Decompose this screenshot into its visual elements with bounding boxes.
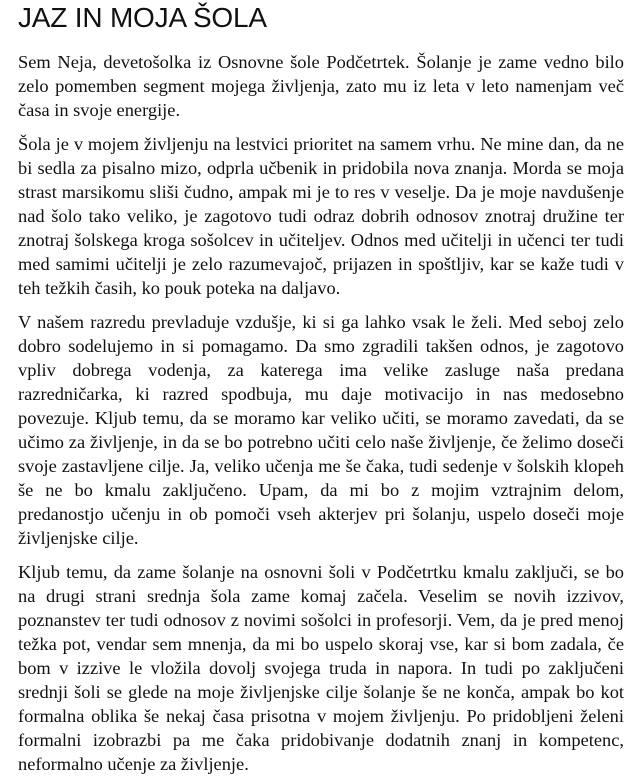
paragraph-class-atmosphere: V našem razredu prevladuje vzdušje, ki si ga lahko vsak le želi. Med seboj zelo dobro sodelujemo in si pomagamo. Da smo zgradili takšen odnos, je zagotovo vpliv dobrega vodenja, za katerega ima velike zasluge naša predana razredničarka, ki razred spodbuja, mu daje motivacijo in nas medosebno povezuje. Kljub temu, da se moramo kar veliko učiti, se moramo zavedati, da se učimo za življenje, in da se bo potrebno učiti celo naše življenje, če želimo doseči svoje zastavljene cilje. Ja, veliko učenja me še čaka, tudi sedenje v šolskih klopeh še ne bo kmalu zaključeno. Upam, da mi bo z mojim vztrajnim delom, predanostjo učenju in ob pomoči vseh akterjev pri šolanju, uspelo doseči moje življenjske cilje. xyxy=(18,312,624,548)
paragraph-future-plans: Kljub temu, da zame šolanje na osnovni šoli v Podčetrtku kmalu zaključi, se bo na drugi strani srednja šola zame komaj začela. Veselim se novih izzivov, poznanstev ter tudi odnosov z novimi sošolci in profesorji. Vem, da je pred menoj težka pot, vendar sem mnenja, da mi bo uspelo skoraj vse, kar si bom zadala, če bom v izzive le vložila dovolj svojega truda in napora. In tudi po zaključeni srednji šoli se glede na moje življenjske cilje šolanje še ne konča, ampak bo kot formalna oblika še nekaj časa prisotna v mojem življenju. Po pridobljeni želeni formalni izobrazbi pa me čaka pridobivanje dodatnih znanj in kompetenc, neformalno učenje za življenje. xyxy=(18,562,624,774)
paragraph-school-priority: Šola je v mojem življenju na lestvici prioritet na samem vrhu. Ne mine dan, da ne bi sedla za pisalno mizo, odprla učbenik in pridobila nova znanja. Morda se moja strast marsikomu sliši čudno, ampak mi je to res v veselje. Da je moje navdušenje nad šolo tako veliko, je zagotovo tudi odraz dobrih odnosov znotraj družine ter znotraj šolskega kroga sošolcev in učiteljev. Odnos med učitelji in učenci ter tudi med samimi učitelji je zelo razumevajoč, prijazen in spoštljiv, kar se kaže tudi v teh težkih časih, ko pouk poteka na daljavo. xyxy=(18,134,624,298)
paragraph-intro: Sem Neja, devetošolka iz Osnovne šole Podčetrtek. Šolanje je zame vedno bilo zelo pomemben segment mojega življenja, zato mu iz leta v leto namenjam več časa in svoje energije. xyxy=(18,52,624,120)
page-title: JAZ IN MOJA ŠOLA xyxy=(18,2,267,33)
